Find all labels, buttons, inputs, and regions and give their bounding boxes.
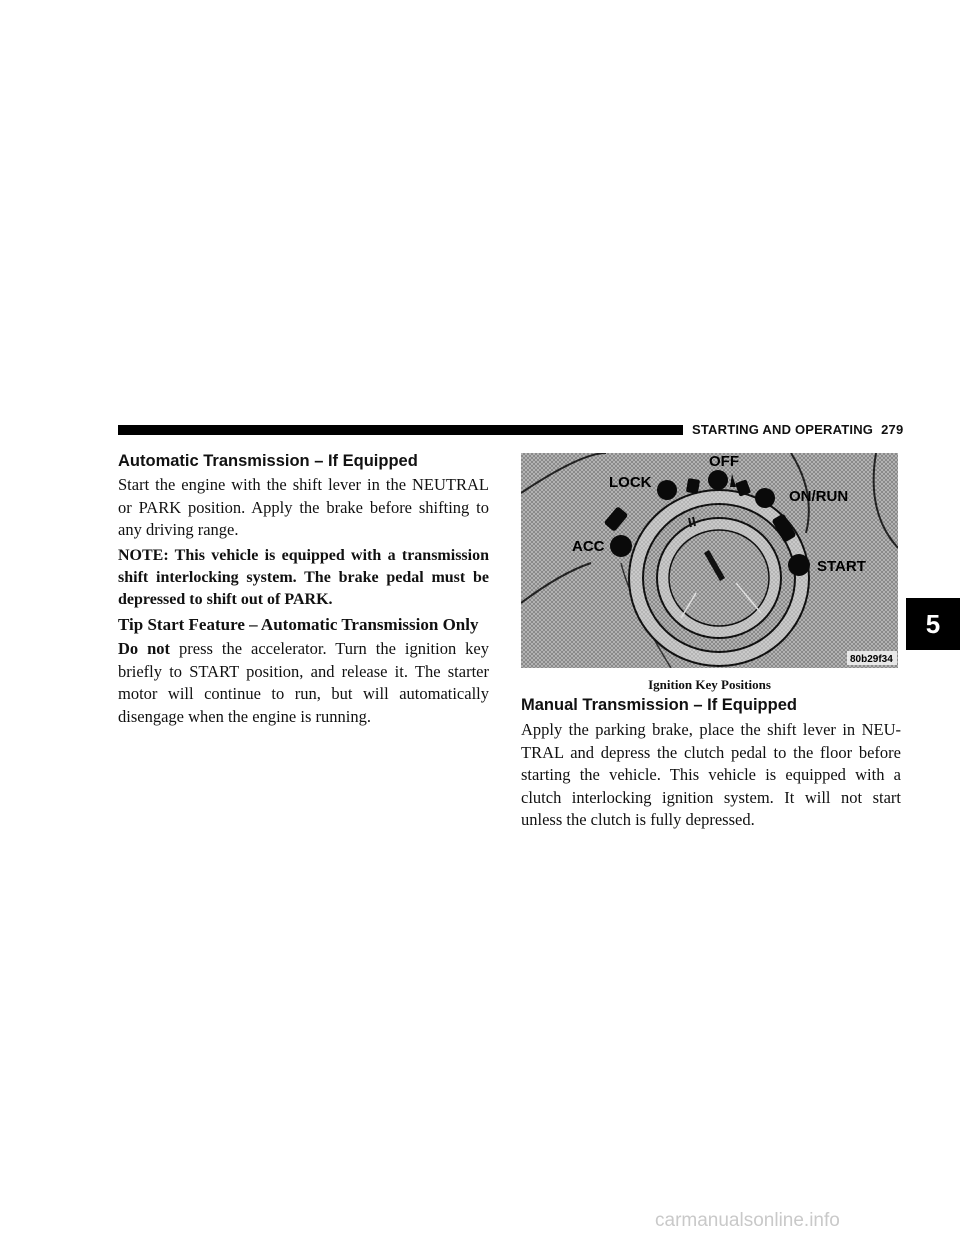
chapter-tab: 5 bbox=[906, 598, 960, 650]
label-on-run: ON/RUN bbox=[789, 488, 849, 505]
watermark: carmanualsonline.info bbox=[655, 1210, 840, 1231]
tip-start-text: press the accelerator. Turn the ignition key briefly to START position, and release it. The starter motor will continue to run, but will automatically disengage when the engine is running. bbox=[118, 639, 489, 726]
manual-transmission-body: Apply the parking brake, place the shift lever in NEU-TRAL and depress the clutch pedal to the floor before starting the vehicle. This vehicle is equipped with a clutch interlocking ignition system. It will not start unless the clutch is fully depressed. bbox=[521, 720, 901, 829]
heading-automatic-transmission: Automatic Transmission – If Equipped bbox=[118, 452, 418, 470]
heading-manual-transmission: Manual Transmission – If Equipped bbox=[521, 696, 797, 714]
heading-tip-start: Tip Start Feature – Automatic Transmission Only bbox=[118, 615, 479, 634]
label-start: START bbox=[817, 558, 866, 575]
header-section-title: STARTING AND OPERATING bbox=[692, 422, 874, 437]
header-rule bbox=[118, 425, 683, 435]
automatic-transmission-body: Start the engine with the shift lever in the NEUTRAL or PARK position. Apply the brake before shifting to any driving range. bbox=[118, 475, 489, 539]
note-interlock: NOTE: This vehicle is equipped with a transmission shift interlocking system. The brake pedal must be depressed to shift out of PARK. bbox=[118, 547, 489, 608]
tip-start-body bbox=[118, 638, 489, 728]
ignition-key-figure bbox=[521, 453, 898, 668]
running-header bbox=[692, 422, 911, 437]
tip-start-lead: Do not bbox=[118, 639, 171, 658]
figure-caption: Ignition Key Positions bbox=[648, 677, 771, 692]
figure-code: 80b29f34 bbox=[850, 654, 893, 665]
label-lock: LOCK bbox=[609, 474, 652, 491]
label-acc: ACC bbox=[572, 538, 605, 555]
ignition-illustration bbox=[521, 453, 898, 668]
page-number: 279 bbox=[881, 422, 904, 437]
label-off: OFF bbox=[709, 453, 739, 470]
